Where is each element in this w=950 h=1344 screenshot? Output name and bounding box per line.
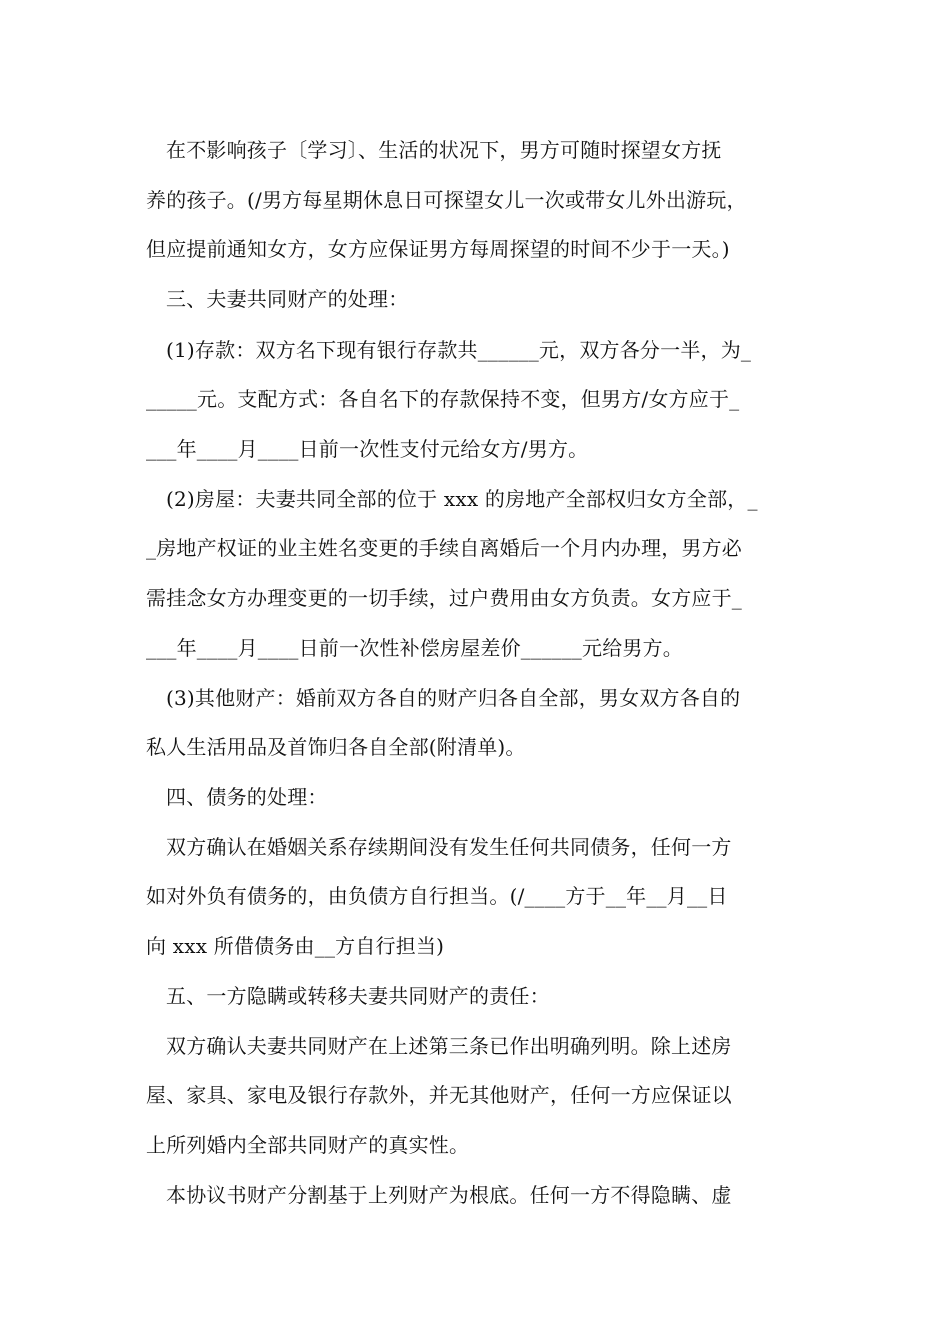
paragraph-house-line-1: (2)房屋：夫妻共同全部的位于 xxx 的房地产全部权归女方全部，_ <box>166 487 758 511</box>
paragraph-debts-line-1: 双方确认在婚姻关系存续期间没有发生任何共同债务，任何一方 <box>166 835 732 859</box>
paragraph-savings-line-2: _____元。支配方式：各自名下的存款保持不变，但男方/女方应于_ <box>146 387 740 411</box>
paragraph-house-line-3: 需挂念女方办理变更的一切手续，过户费用由女方负责。女方应于_ <box>146 586 742 610</box>
paragraph-confirmation-line-2: 屋、家具、家电及银行存款外，并无其他财产，任何一方应保证以 <box>146 1083 732 1107</box>
paragraph-savings-line-3: ___年____月____日前一次性支付元给女方/男方。 <box>146 437 589 461</box>
paragraph-visitation-line-1: 在不影响孩子〔学习〕、生活的状况下，男方可随时探望女方抚 <box>166 138 722 162</box>
paragraph-house-line-2: _房地产权证的业主姓名变更的手续自离婚后一个月内办理，男方必 <box>146 536 742 560</box>
paragraph-house-line-4: ___年____月____日前一次性补偿房屋差价______元给男方。 <box>146 636 683 660</box>
section-heading-concealment: 五、一方隐瞒或转移夫妻共同财产的责任： <box>166 984 550 1008</box>
paragraph-confirmation-line-1: 双方确认夫妻共同财产在上述第三条已作出明确列明。除上述房 <box>166 1034 732 1058</box>
paragraph-confirmation-line-3: 上所列婚内全部共同财产的真实性。 <box>146 1133 470 1157</box>
paragraph-savings-line-1: (1)存款：双方名下现有银行存款共______元，双方各分一半，为_ <box>166 338 752 362</box>
section-heading-debts: 四、债务的处理： <box>166 785 328 809</box>
paragraph-debts-line-3: 向 xxx 所借债务由__方自行担当) <box>146 934 445 958</box>
section-heading-property: 三、夫妻共同财产的处理： <box>166 287 409 311</box>
paragraph-division-basis-line-1: 本协议书财产分割基于上列财产为根底。任何一方不得隐瞒、虚 <box>166 1183 732 1207</box>
paragraph-other-property-line-2: 私人生活用品及首饰归各自全部(附清单)。 <box>146 735 526 759</box>
paragraph-visitation-line-2: 养的孩子。(/男方每星期休息日可探望女儿一次或带女儿外出游玩， <box>146 188 747 212</box>
paragraph-visitation-line-3: 但应提前通知女方，女方应保证男方每周探望的时间不少于一天。) <box>146 237 730 261</box>
paragraph-debts-line-2: 如对外负有债务的，由负债方自行担当。(/____方于__年__月__日 <box>146 884 728 908</box>
paragraph-other-property-line-1: (3)其他财产：婚前双方各自的财产归各自全部，男女双方各自的 <box>166 686 741 710</box>
